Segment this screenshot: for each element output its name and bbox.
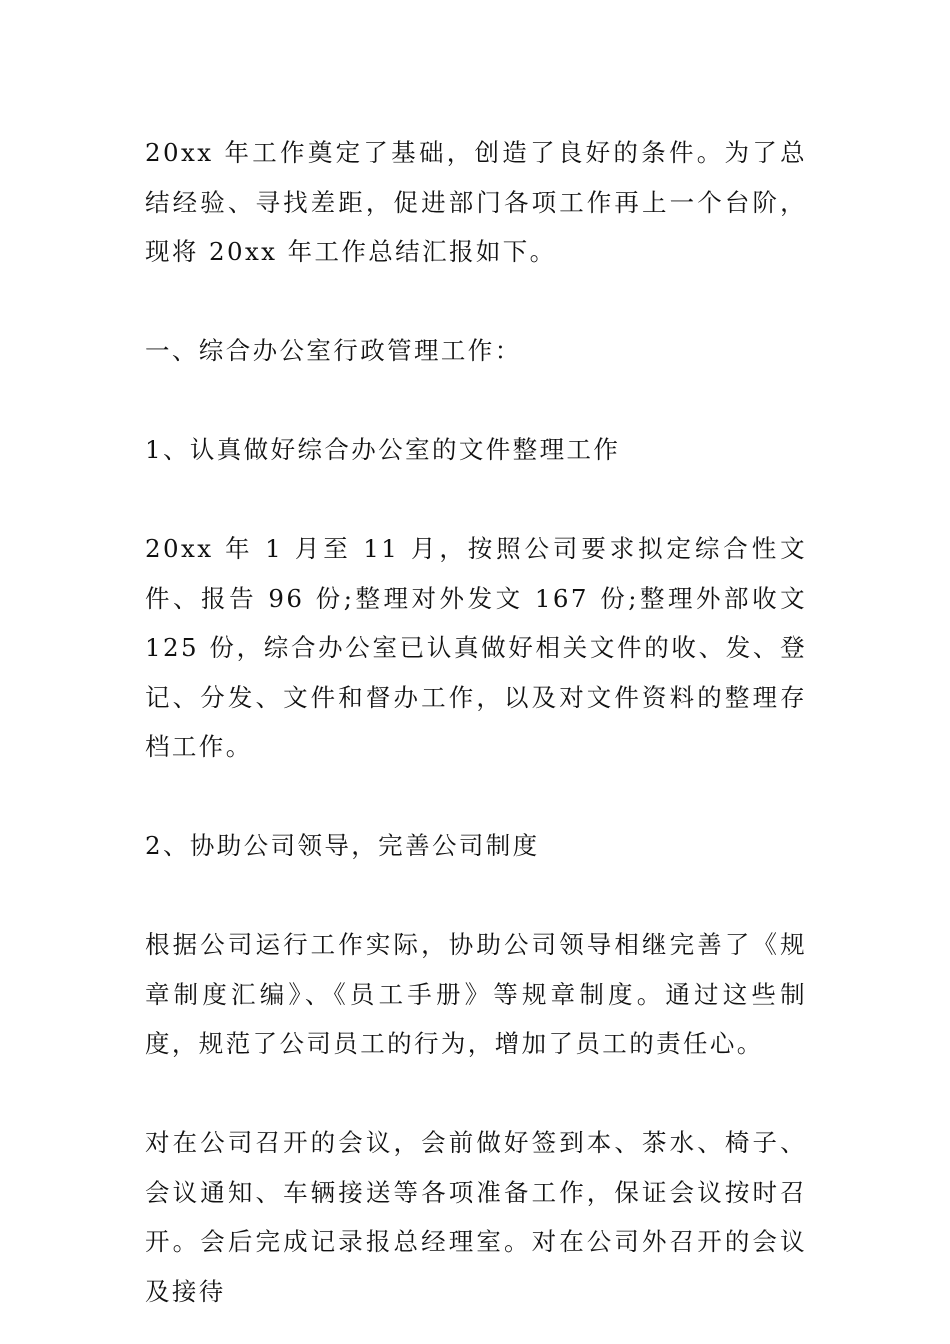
paragraph-intro: 20xx 年工作奠定了基础，创造了良好的条件。为了总结经验、寻找差距，促进部门各项工作再上一个台阶，现将 20xx 年工作总结汇报如下。 xyxy=(145,138,807,266)
paragraph-meetings: 对在公司召开的会议，会前做好签到本、茶水、椅子、会议通知、车辆接送等各项准备工作，保证会议按时召开。会后完成记录报总经理室。对在公司外召开的会议及接待 xyxy=(145,1128,807,1306)
subheading-company-rules: 2、协助公司领导，完善公司制度 xyxy=(145,831,540,860)
document-page xyxy=(145,128,807,1316)
paragraph-company-rules: 根据公司运行工作实际，协助公司领导相继完善了《规章制度汇编》、《员工手册》等规章制度。通过这些制度，规范了公司员工的行为，增加了员工的责任心。 xyxy=(145,930,807,1058)
paragraph-file-management: 20xx 年 1 月至 11 月，按照公司要求拟定综合性文件、报告 96 份;整理对外发文 167 份;整理外部收文 125 份，综合办公室已认真做好相关文件的收、发、登记、分发、文件和督办工作，以及对文件资料的整理存档工作。 xyxy=(145,534,807,761)
subheading-file-management: 1、认真做好综合办公室的文件整理工作 xyxy=(145,435,621,464)
section-heading-admin: 一、综合办公室行政管理工作： xyxy=(145,336,522,365)
